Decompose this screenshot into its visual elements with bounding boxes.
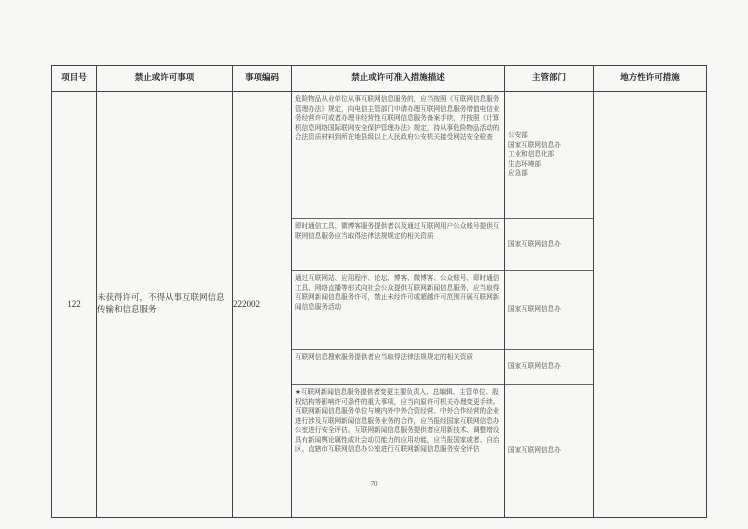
measure-desc-1: 危险物品从业单位从事互联网信息服务的，应当按照《互联网信息服务管理办法》规定，向电信主管部门申请办理互联网信息服务增值电信业务经营许可或者办理非经营性互联网信息服务备案手续，并按照《计算机信息网络国际联网安全保护管理办法》规定，持从事危险物品活动的合法资质材料到所在地县级以上人民政府公安机关接受网站安全检查 bbox=[292, 92, 504, 219]
header-dept: 主管部门 bbox=[505, 66, 594, 92]
page-number: 70 bbox=[370, 480, 378, 488]
header-item: 禁止或许可事项 bbox=[97, 66, 233, 92]
dept-name: 公安部 bbox=[508, 131, 528, 140]
row-code: 222002 bbox=[233, 92, 292, 518]
row-id: 122 bbox=[52, 92, 97, 518]
dept-name: 国家互联网信息办 bbox=[508, 305, 561, 314]
measure-desc-2: 即时通信工具、微博客服务提供者以及通过互联网用户公众账号提供互联网信息服务应当取得法律法规规定的相关资质 bbox=[292, 219, 504, 271]
dept-name: 生态环境部 bbox=[508, 159, 541, 168]
row-item: 未获得许可，不得从事互联网信息传输和信息服务 bbox=[97, 92, 233, 518]
dept-name: 国家互联网信息办 bbox=[508, 362, 561, 371]
measure-desc-4: 互联网信息搜索服务提供者应当取得法律法规规定的相关资质 bbox=[292, 350, 504, 385]
dept-cell bbox=[505, 92, 594, 518]
dept-name: 应急部 bbox=[508, 169, 528, 178]
row-local bbox=[594, 92, 707, 518]
measure-desc-3: 通过互联网站、应用程序、论坛、博客、微博客、公众账号、即时通信工具、网络直播等形式向社会公众提供互联网新闻信息服务，应当取得互联网新闻信息服务许可，禁止未经许可或超越许可范围开展互联网新闻信息服务活动 bbox=[292, 271, 504, 350]
header-code: 事项编码 bbox=[233, 66, 292, 92]
permit-table bbox=[51, 65, 707, 518]
header-measures: 禁止或许可准入措施描述 bbox=[292, 66, 505, 92]
measure-desc-5: ★互联网新闻信息服务提供者变更主要负责人、总编辑、主管单位、股权结构等影响许可条件的重大事项，应当向原许可机关办理变更手续。互联网新闻信息服务单位与境内外中外合资经营、中外合作经营的企业进行涉及互联网新闻信息服务业务的合作，应当报经国家互联网信息办公室进行安全评估。互联网新闻信息服务提供者应用新技术、调整增设具有新闻舆论属性或社会动员能力的应用功能，应当报国家或者、自治区、直辖市互联网信息办公室进行互联网新闻信息服务安全评估 bbox=[295, 388, 500, 454]
measure-dept-1 bbox=[505, 92, 593, 219]
measure-dept-2 bbox=[505, 219, 593, 271]
header-id: 项目号 bbox=[52, 66, 97, 92]
dept-name: 工业和信息化部 bbox=[508, 150, 555, 159]
measure-dept-3 bbox=[505, 271, 593, 350]
dept-name: 国家互联网信息办 bbox=[508, 140, 561, 149]
dept-name: 国家互联网信息办 bbox=[508, 446, 561, 455]
measure-dept-5 bbox=[505, 385, 593, 517]
header-local: 地方性许可措施 bbox=[594, 66, 707, 92]
measures-cell bbox=[292, 92, 505, 518]
measure-dept-4 bbox=[505, 350, 593, 385]
table-header-row bbox=[52, 66, 707, 92]
table-row bbox=[52, 92, 707, 518]
dept-name: 国家互联网信息办 bbox=[508, 239, 561, 248]
